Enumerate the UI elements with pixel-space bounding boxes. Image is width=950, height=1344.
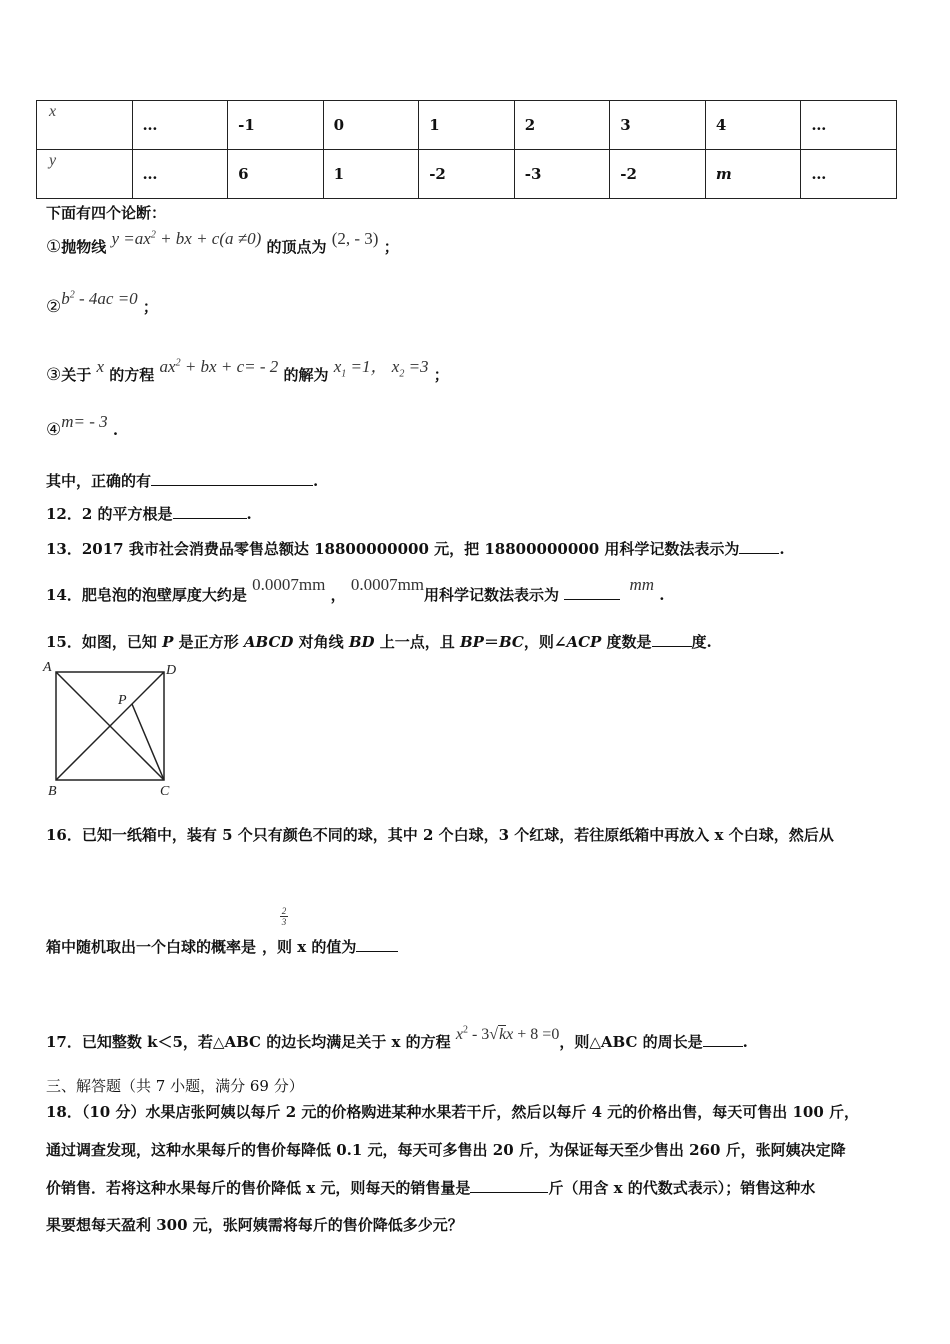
question-16-text-b: ，则 x 的值为 [262,938,357,956]
question-13-blank[interactable] [739,539,779,554]
statement-4-number: ④ [46,420,62,440]
table-cell: m [705,150,801,199]
question-15-text: 是正方形 [173,633,244,651]
question-13 [46,538,785,559]
question-16-text-a: 箱中随机取出一个白球的概率是 [46,938,257,956]
table-row-x [37,101,897,150]
statement-4 [46,412,119,440]
vertex-c-label: C [160,784,170,799]
table-cell: … [801,101,897,150]
statement-2 [46,289,158,317]
question-12-text: 12．2 的平方根是 [46,505,173,523]
table-cell: 1 [419,101,515,150]
question-14-comma: ， [330,586,346,604]
thickness-value-2: 0.0007mm [350,575,425,594]
diagonal-label: BD [348,633,375,651]
probability-fraction [278,906,290,927]
vertex-b-label: B [48,784,57,799]
question-14-text-a: 14．肥皂泡的泡壁厚度大约是 [46,586,247,604]
vertex-d-label: D [166,663,177,678]
table-cell: -3 [514,150,610,199]
xy-value-table [36,100,897,199]
answer-line [46,470,318,491]
statement-3-end: ； [433,366,449,384]
statement-1-text-a: 抛物线 [61,238,107,256]
square-diagram [40,658,190,804]
vertex-a-label: A [43,660,52,675]
question-18-text-a: 价销售．若将这种水果每斤的售价降低 x 元，则每天的销售量是 [46,1179,471,1197]
equation-solutions: $x_1 =1$， $x_2 =3$ [333,357,429,380]
table-header-y: y [37,150,133,199]
segment-bp-label: BP [459,633,484,651]
statement-3-number: ③ [46,365,62,385]
parabola-equation: $y =ax^2$ + bx + c(a ≠0) [111,229,262,248]
question-18-text-b: 斤（用含 x 的代数式表示）；销售这种水 [548,1179,816,1197]
question-18-line-4: 果要想每天盈利 300 元，张阿姨需将每斤的售价降低多少元？ [46,1216,463,1234]
question-17-blank[interactable] [703,1032,743,1047]
statement-1-end: ； [383,238,399,256]
question-18-line-1: 18．（10 分）水果店张阿姨以每斤 2 元的价格购进某种水果若干斤，然后以每斤 4 元的价格出售，每天可售出 100 斤， [46,1103,859,1121]
table-cell: 0 [323,101,419,150]
vertex-coordinates: (2, - 3) [331,229,379,248]
m-value: m= - 3 [61,412,108,431]
question-15 [46,631,712,652]
answer-line-text: 其中，正确的有 [46,472,152,490]
statement-1-text-b: 的顶点为 [266,238,327,256]
table-cell: 3 [610,101,706,150]
thickness-value-1: 0.0007mm [252,575,326,594]
question-12-blank[interactable] [173,504,247,519]
table-cell: 1 [323,150,419,199]
statement-3-text-c: 的解为 [283,366,329,384]
discriminant-equation: $b^2 - 4ac =0$ [61,289,138,308]
question-13-end: . [779,540,785,558]
question-14-end: . [659,586,665,604]
question-15-text: 度数是 [601,633,652,651]
statements-intro: 下面有四个论断： [46,204,167,222]
unit-mm: mm [629,575,655,594]
question-16-line-2 [46,936,398,957]
q17-equation: $x^2 - 3√kx + 8 =0$ [455,1024,560,1043]
question-13-text: 13．2017 我市社会消费品零售总额达 18800000000 元，把 18800000000 用科学记数法表示为 [46,540,740,558]
point-p-label: P [162,633,174,651]
question-18-blank[interactable] [470,1178,548,1193]
equals-sign: ＝ [483,633,499,651]
segment-bc-label: BC [498,633,524,651]
question-14-text-b: 用科学记数法表示为 [424,586,560,604]
question-18-line-2: 通过调查发现，这种水果每斤的售价每降低 0.1 元，每天可多售出 20 斤，为保证每天至少售出 260 斤，张阿姨决定降 [46,1141,846,1159]
fraction-numerator: 2 [281,906,287,916]
statement-3-text-a: 关于 [61,366,92,384]
question-12-end: . [246,505,252,523]
angle-acp-label: ACP [566,633,602,651]
question-15-blank[interactable] [652,632,692,647]
answer-line-end: . [313,472,319,490]
table-cell: 6 [228,150,324,199]
question-17-text-a: 17．已知整数 k＜5，若△ABC 的边长均满足关于 x 的方程 [46,1033,451,1051]
question-17-end: . [742,1033,748,1051]
table-cell: … [801,150,897,199]
table-cell: 4 [705,101,801,150]
question-12 [46,503,252,524]
statement-3 [46,357,449,387]
question-15-text: ，则∠ [523,633,567,651]
answer-blank[interactable] [151,471,313,486]
variable-x: x [96,357,105,376]
table-cell: … [132,101,228,150]
section-3-heading: 三、解答题（共 7 小题，满分 69 分） [46,1077,304,1095]
question-17 [46,1024,748,1052]
table-row-y [37,150,897,199]
question-15-text: 对角线 [293,633,349,651]
statement-1 [46,229,399,257]
fraction-denominator: 3 [281,917,287,927]
table-cell: -1 [228,101,324,150]
statement-2-end: ； [142,298,158,316]
square-label: ABCD [243,633,294,651]
statement-4-end: . [112,421,119,439]
quadratic-equation: $ax^2$ + bx + c= - 2 [159,357,279,376]
table-header-x: x [37,101,133,150]
question-15-text: 15．如图，已知 [46,633,163,651]
table-cell: … [132,150,228,199]
question-16-line-1: 16．已知一纸箱中，装有 5 个只有颜色不同的球，其中 2 个白球，3 个红球，若往原纸箱中再放入 x 个白球，然后从 [46,826,834,844]
statement-2-number: ② [46,297,62,317]
question-14-blank[interactable] [564,585,620,600]
point-p-figure-label: P [118,693,127,708]
question-16-blank[interactable] [356,937,398,952]
question-17-text-b: ，则△ABC 的周长是 [559,1033,703,1051]
question-18-line-3 [46,1177,815,1198]
question-14 [46,575,665,605]
table-cell: -2 [610,150,706,199]
statement-1-number: ① [46,237,62,257]
table-cell: -2 [419,150,515,199]
question-15-end: 度. [691,633,712,651]
question-15-text: 上一点，且 [374,633,460,651]
segment-pc [132,704,164,780]
statement-3-text-b: 的方程 [109,366,155,384]
table-cell: 2 [514,101,610,150]
